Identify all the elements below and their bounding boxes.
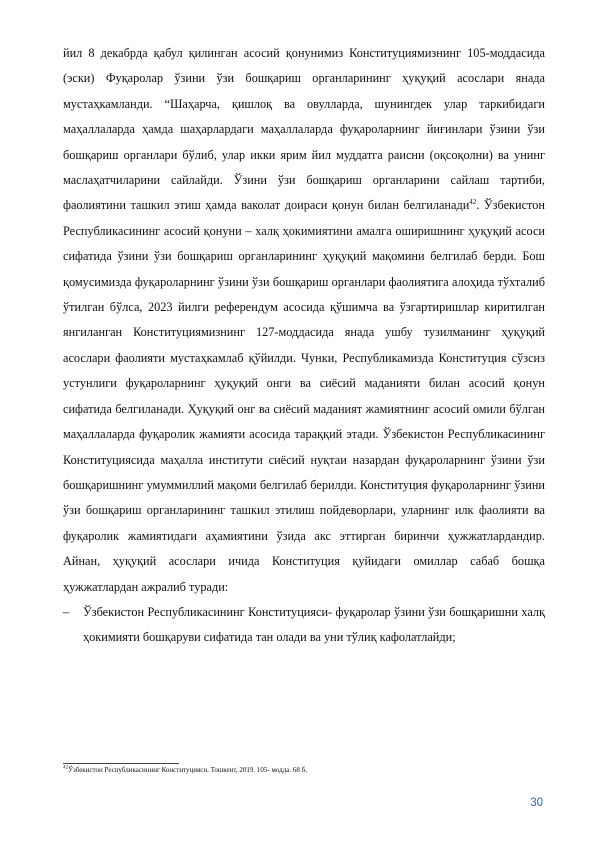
footnote	[63, 765, 543, 775]
footnote-text: Ўзбекистон Республикасининг Конституцияси. Тошкент, 2019. 105- модда. 68 б.	[68, 766, 307, 774]
footnote-number: 42	[63, 765, 68, 771]
list-dash-marker: –	[63, 604, 70, 619]
paragraph-text-rest: . Ўзбекистон Республикасининг асосий қонуни – халқ ҳокимиятини амалга оширишнинг ҳуқуқий асоси сифатида ўзини ўзи бошқариш органларининг ҳуқуқий мақомини белгилаб берди. Бош қомусимизда фуқароларнинг ўзини ўзи бошқариш органлари фаолиятига алоҳида тўхталиб ўтилган бўлса, 2023 йилги референдум асосида қўшимча ва ўзгартиришлар киритилган янгиланган Конституциямизнинг 127-моддасида янада ушбу тузилманинг ҳуқуқий асослари фаолияти мустаҳкамлаб қўйилди. Чунки, Республикамизда Конституция сўзсиз устунлиги фуқароларнинг ҳуқуқий онги ва сиёсий маданияти билан асосий қонун сифатида белгиланади. Ҳуқуқий онг ва сиёсий маданият жамиятнинг асосий омили бўлган маҳаллаларда фуқаролик жамияти асосида тараққий этади. Ўзбекистон Республикасининг Конституциясида маҳалла институти сиёсий нуқтаи назардан фуқароларнинг ўзини ўзи бошқаришнинг умуммиллий мақоми белгилаб берилди. Конституция фуқароларнинг ўзини ўзи бошқариш органларининг ташкил этилиш пойдеворлари, уларнинг илк фаолияти ва фуқаролик жамиятидаги аҳамиятини ўзида акс эттирган биринчи ҳужжатлардандир. Айнан, ҳуқуқий асослари ичида Конституция қуйидаги омиллар сабаб бошқа ҳужжатлардан ажралиб туради:	[63, 198, 546, 594]
footnote-separator	[63, 763, 179, 764]
body-paragraph	[63, 41, 545, 600]
paragraph-text-main: йил 8 декабрда қабул қилинган асосий қонунимиз Конституциямизнинг 105-моддасида (эски) Фуқаролар ўзини ўзи бошқариш органларининг ҳуқуқий асослари янада мустаҳкамланди. “Шаҳарча, қишлоқ ва овулларда, шунингдек улар таркибидаги маҳаллаларда ҳамда шаҳарлардаги маҳаллаларда фуқароларнинг йиғинлари ўзини ўзи бошқариш органлари бўлиб, улар икки ярим йил муддатга раисни (оқсоқолни) ва унинг маслаҳатчиларини сайлайди. Ўзини ўзи бошқариш органларини сайлаш тартиби, фаолиятини ташкил этиш ҳамда ваколат доираси қонун билан белгиланади	[63, 46, 545, 213]
page-number: 30	[530, 797, 543, 809]
footnote-reference[interactable]: 42	[469, 198, 477, 207]
list-item	[63, 600, 545, 651]
list-item-text: Ўзбекистон Республикасининг Конституцияси- фуқаролар ўзини ўзи бошқаришни халқ ҳокимияти бошқаруви сифатида тан олади ва уни тўлиқ кафолатлайди;	[83, 604, 545, 645]
body-text	[63, 41, 545, 651]
